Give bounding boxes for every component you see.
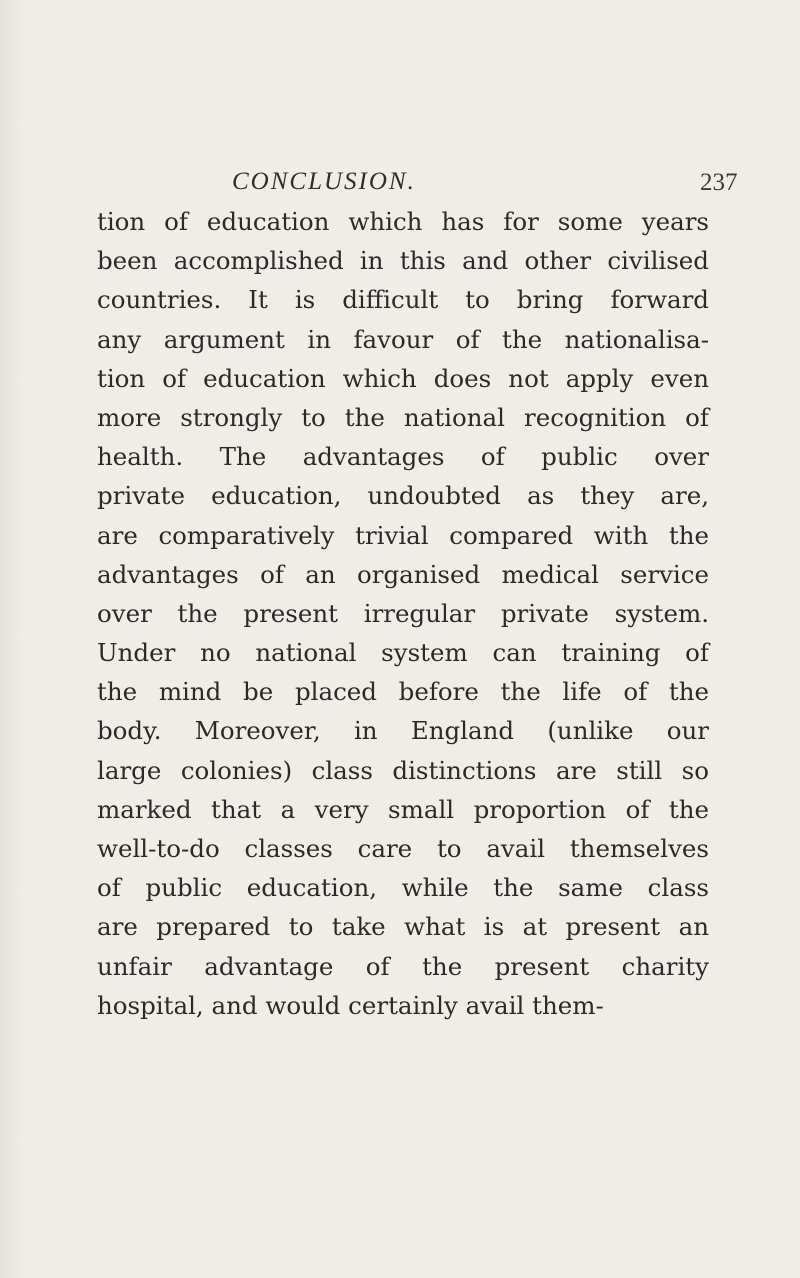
text-line: well-to-do classes care to avail themselves (97, 834, 709, 863)
text-line: of public education, while the same class (97, 873, 709, 903)
text-line: are prepared to take what is at present an (97, 912, 709, 942)
text-line: over the present irregular private system. (97, 598, 709, 628)
body-text (97, 202, 709, 1025)
text-line: advantages of an organised medical service (97, 559, 709, 589)
text-line: hospital, and would certainly avail them- (97, 990, 604, 1020)
text-line: marked that a very small proportion of the (97, 794, 709, 824)
chapter-title: CONCLUSION. (232, 168, 416, 195)
text-line: been accomplished in this and other civilised (97, 246, 709, 276)
text-line: more strongly to the national recognition of (97, 402, 709, 432)
text-line: any argument in favour of the nationalisa- (97, 324, 709, 354)
text-line: countries. It is difficult to bring forward (97, 285, 709, 315)
text-line: health. The advantages of public over (97, 442, 709, 472)
text-line: Under no national system can training of (97, 638, 709, 668)
text-line: large colonies) class distinctions are still so (97, 755, 709, 785)
text-line: the mind be placed before the life of the (97, 677, 709, 707)
page-number: 237 (700, 169, 738, 196)
text-line: body. Moreover, in England (unlike our (97, 716, 709, 746)
text-line: tion of education which has for some years (97, 207, 709, 236)
text-line: private education, undoubted as they are, (97, 481, 709, 511)
text-line: tion of education which does not apply even (97, 363, 709, 393)
text-line: are comparatively trivial compared with the (97, 520, 709, 550)
text-line: unfair advantage of the present charity (97, 951, 709, 981)
